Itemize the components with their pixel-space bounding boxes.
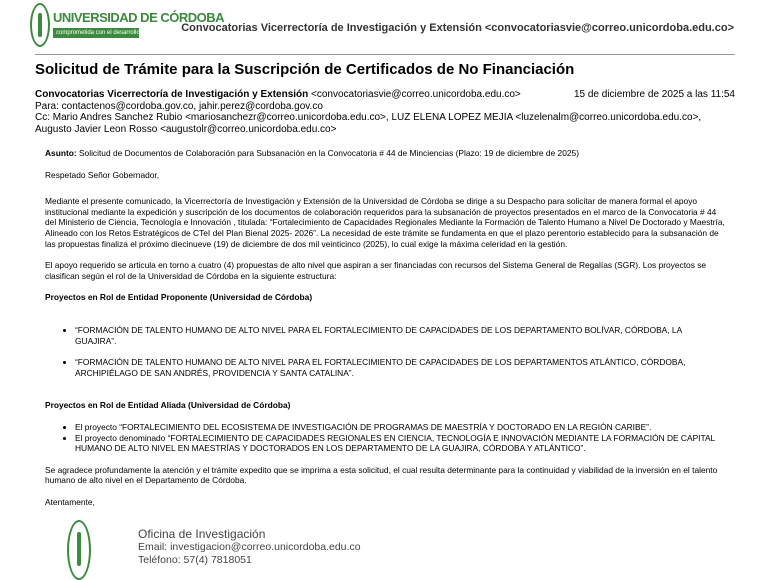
- university-logo-tagline: comprometida con el desarrollo regional: [53, 28, 139, 38]
- list-item: • El proyecto denominado “FORTALECIMIENTO DE CAPACIDADES REGIONALES EN CIENCIA, TECNOLOGÍA E INNOVACIÓN MEDIANTE LA FORMACIÓN DE CAPITAL HUMANO DE ALTO NIVEL EN MAESTRÍAS Y DOCTORADOS EN LOS DEPARTAMENTO DE LA GUAJIRA, CÓRDOBA Y ATLÁNTICO”.: [75, 433, 725, 454]
- signoff: Atentamente,: [45, 496, 95, 507]
- list-item: • El proyecto “FORTALECIMIENTO DEL ECOSISTEMA DE INVESTIGACIÓN DE PROGRAMAS DE MAESTRÍA Y DOCTORADO EN LA REGIÓN CARIBE”.: [75, 422, 725, 433]
- closing-paragraph: Se agradece profundamente la atención y el trámite expedito que se imprima a esta solicitud, el cual resulta determinante para la continuidad y viabilidad de la inversión en el talento humano de alto nivel en el Departamento de Córdoba.: [45, 464, 718, 486]
- greeting: Respetado Señor Gobernador,: [45, 169, 160, 180]
- university-emblem-icon: [30, 3, 50, 47]
- section-1-list: [45, 325, 725, 378]
- signature-block: [45, 514, 365, 570]
- message-date: 15 de diciembre de 2025 a las 11:54: [573, 89, 735, 100]
- message-meta: [35, 89, 735, 135]
- university-logo-name: UNIVERSIDAD DE CÓRDOBA: [53, 10, 225, 25]
- signature-office: Oficina de Investigación: [138, 527, 266, 541]
- asunto-line: [45, 148, 725, 159]
- email-header: [0, 0, 769, 52]
- asunto-label: Asunto:: [45, 148, 77, 158]
- university-emblem-icon: [67, 520, 91, 580]
- from-line: [35, 89, 735, 101]
- section-2-title: Proyectos en Rol de Entidad Aliada (Universidad de Córdoba): [45, 400, 291, 411]
- paragraph-2: El apoyo requerido se articula en torno a cuatro (4) propuestas de alto nivel que aspiran a ser financiadas con recursos del Sistema General de Regalías (SGR). Los proyectos se clasifican según el rol de la Universidad de Córdoba en la siguiente estructura:: [45, 260, 707, 281]
- header-divider: [35, 54, 735, 55]
- cc-recipients[interactable]: Cc: Mario Andres Sanchez Rubio <mariosanchezr@correo.unicordoba.edu.co>, LUZ ELENA LOPEZ MEJIA <luzelenalm@correo.unicordoba.edu.co>, Augusto Javier Leon Rosso <augustolr@correo.unicordoba.edu.co>: [35, 112, 702, 135]
- section-1-title: Proyectos en Rol de Entidad Proponente (Universidad de Córdoba): [45, 292, 313, 303]
- sender-name: Convocatorias Vicerrectoría de Investigación y Extensión: [35, 89, 309, 100]
- asunto-text: Solicitud de Documentos de Colaboración para Subsanación en la Convocatoria # 44 de Minciencias (Plazo: 19 de diciembre de 2025): [78, 148, 579, 158]
- email-subject: Solicitud de Trámite para la Suscripción de Certificados de No Financiación: [35, 61, 575, 78]
- section-2-list: [45, 422, 725, 454]
- header-sender: Convocatorias Vicerrectoría de Investigación y Extensión <convocatoriasvie@correo.unicordoba.edu.co>: [181, 22, 734, 34]
- signature-text: [138, 528, 361, 567]
- sender-email[interactable]: <convocatoriasvie@correo.unicordoba.edu.co>: [311, 89, 521, 100]
- list-item: • “FORMACIÓN DE TALENTO HUMANO DE ALTO NIVEL PARA EL FORTALECIMIENTO DE CAPACIDADES DE LOS DEPARTAMENTO BOLÍVAR, CÓRDOBA, LA GUAJIRA”.: [75, 325, 725, 346]
- signature-phone: Teléfono: 57(4) 7818051: [138, 554, 252, 566]
- to-recipients[interactable]: Para: contactenos@cordoba.gov.co, jahir.perez@cordoba.gov.co: [35, 100, 323, 112]
- paragraph-1: Mediante el presente comunicado, la Vicerrectoría de Investigación y Extensión de la Universidad de Córdoba se dirige a su Despacho para solicitar de manera formal el apoyo institucional mediante la expedición y suscripción de los documentos de colaboración requeridos para la subsanación de proyectos presentados en el marco de la Convocatoria # 44 del Ministerio de Ciencia, Tecnología e Innovación , titulada: “Fortalecimiento de Capacidades Regionales Mediante la Formación de Talento Humano a Nivel De Doctorado y Maestría, Alineado con los Retos Estratégicos de CTeI del Plan Bienal 2025- 2026”. La necesidad de este trámite se fundamenta en que el plazo perentorio establecido para la subsanación de las propuestas finaliza el próximo diecinueve (19) de diciembre de dos mil veinticinco (2025), lo cual exige la máxima celeridad en la gestión.: [45, 196, 725, 249]
- list-item: • “FORMACIÓN DE TALENTO HUMANO DE ALTO NIVEL PARA EL FORTALECIMIENTO DE CAPACIDADES DE LOS DEPARTAMENTOS ATLÁNTICO, CÓRDOBA, ARCHIPIÉLAGO DE SAN ANDRÉS, PROVIDENCIA Y SANTA CATALINA”.: [75, 357, 725, 378]
- message-body: [45, 148, 725, 507]
- signature-email[interactable]: Email: investigacion@correo.unicordoba.edu.co: [138, 541, 361, 553]
